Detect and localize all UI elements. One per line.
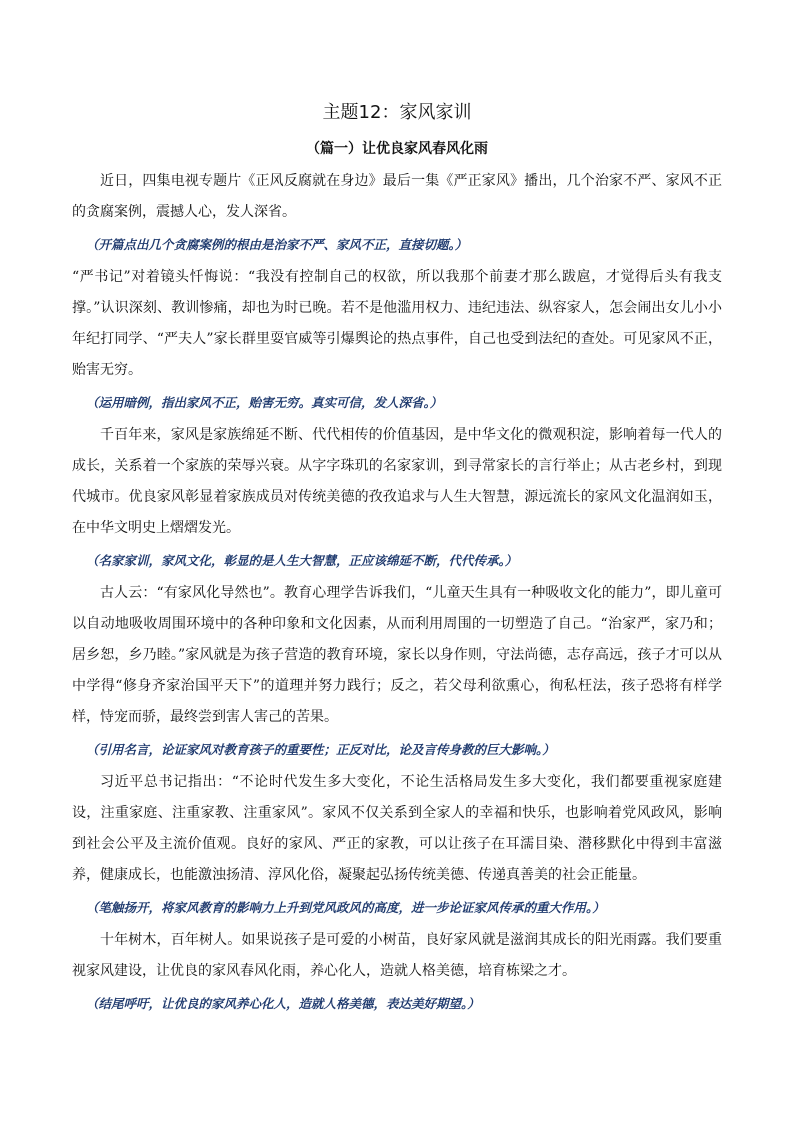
annotation-comment: （结尾呼吁，让优良的家风养心化人，造就人格美德，表达美好期望。） (86, 996, 480, 1011)
body-paragraph: 近日，四集电视专题片《正风反腐就在身边》最后一集《严正家风》播出，几个治家不严、家风不正的贪腐案例，震撼人心，发人深省。 (72, 173, 722, 220)
annotation-comment: （名家家训，家风文化，彰显的是人生大智慧，正应该绵延不断，代代传承。） (86, 553, 518, 568)
annotation-comment: （运用暗例，指出家风不正，贻害无穷。真实可信，发人深省。） (86, 395, 443, 410)
body-paragraph: 古人云：“有家风化导然也”。教育心理学告诉我们，“儿童天生具有一种吸收文化的能力”，即儿童可以自动地吸收周围环境中的各种印象和文化因素，从而利用周围的一切塑造了自己。“治家严，家乃和；居乡恕，乡乃睦。”家风就是为孩子营造的教育环境，家长以身作则，守法尚德，志存高远，孩子才可以从中学得“修身齐家治国平天下”的道理并努力践行；反之，若父母利欲熏心，徇私枉法，孩子恐将有样学样，恃宠而骄，最终尝到害人害己的苦果。 (72, 585, 722, 725)
body-paragraph: “严书记”对着镜头忏悔说：“我没有控制自己的权欲，所以我那个前妻才那么跋扈，才觉得后头有我支撑。”认识深刻、教训惨痛，却也为时已晚。若不是他滥用权力、违纪违法、纵容家人，怎会闹出女儿小小年纪打同学、“严夫人”家长群里耍官威等引爆舆论的热点事件，自己也受到法纪的查处。可见家风不正，贻害无穷。 (72, 269, 722, 378)
annotation-comment: （开篇点出几个贪腐案例的根由是治家不严、家风不正，直接切题。） (86, 237, 468, 252)
document-title: 主题12：家风家训 (322, 102, 472, 123)
document-page (72, 100, 722, 1021)
document-subtitle: （篇一）让优良家风春风化雨 (306, 141, 488, 157)
body-paragraph: 千百年来，家风是家族绵延不断、代代相传的价值基因，是中华文化的微观积淀，影响着每一代人的成长，关系着一个家族的荣辱兴衰。从字字珠玑的名家家训，到寻常家长的言行举止；从古老乡村，到现代城市。优良家风彰显着家族成员对传统美德的孜孜追求与人生大智慧，源远流长的家风文化温润如玉，在中华文明史上熠熠发光。 (72, 427, 722, 536)
body-paragraph: 习近平总书记指出：“不论时代发生多大变化，不论生活格局发生多大变化，我们都要重视家庭建设，注重家庭、注重家教、注重家风”。家风不仅关系到全家人的幸福和快乐，也影响着党风政风，影响到社会公平及主流价值观。良好的家风、严正的家教，可以让孩子在耳濡目染、潜移默化中得到丰富滋养，健康成长，也能激浊扬清、淳风化俗，凝聚起弘扬传统美德、传递真善美的社会正能量。 (72, 774, 722, 883)
annotation-comment: （笔触扬开，将家风教育的影响力上升到党风政风的高度，进一步论证家风传承的重大作用。） (86, 900, 605, 915)
annotation-comment: （引用名言，论证家风对教育孩子的重要性；正反对比，论及言传身教的巨大影响。） (86, 742, 555, 757)
document-body (72, 166, 722, 1019)
body-paragraph: 十年树木，百年树人。如果说孩子是可爱的小树苗，良好家风就是滋润其成长的阳光雨露。我们要重视家风建设，让优良的家风春风化雨，养心化人，造就人格美德，培育栋梁之才。 (72, 932, 722, 979)
